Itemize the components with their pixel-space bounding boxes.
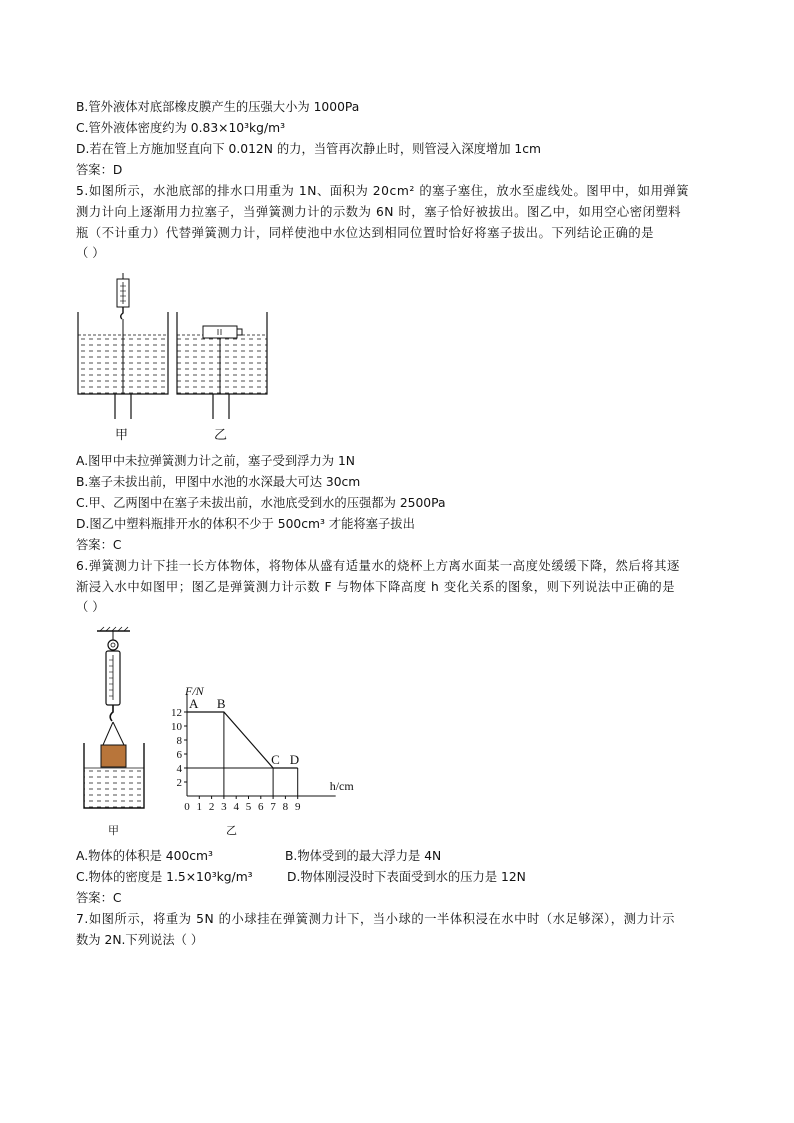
option-c-q4: C.管外液体密度约为 0.83×10³kg/m³: [76, 121, 286, 135]
x-tick-label: 7: [270, 801, 276, 813]
q5-option-b: B.塞子未拔出前，甲图中水池的水深最大可达 30cm: [76, 475, 361, 489]
question-5-line-3: 瓶（不计重力）代替弹簧测力计，同样使池中水位达到相同位置时恰好将塞子拔出。下列结论正确的是: [76, 226, 655, 240]
question-7-line-1: 7.如图所示，将重为 5N 的小球挂在弹簧测力计下，当小球的一半体积浸在水中时（水足够深），测力计示: [76, 912, 675, 926]
fig5-label-jia: 甲: [115, 428, 129, 443]
answer-q4: 答案：D: [76, 163, 123, 177]
q6-option-a: A.物体的体积是 400cm³: [76, 849, 213, 863]
question-6-line-2: 渐浸入水中如图甲；图乙是弹簧测力计示数 F 与物体下降高度 h 变化关系的图象，则下列说法中正确的是: [76, 580, 676, 594]
x-tick-label: 1: [196, 801, 203, 813]
q6-option-c: C.物体的密度是 1.5×10³kg/m³: [76, 870, 253, 884]
x-tick-label: 0: [184, 801, 190, 813]
q5-option-d: D.图乙中塑料瓶排开水的体积不少于 500cm³ 才能将塞子拔出: [76, 517, 415, 531]
question-5-line-2: 测力计向上逐渐用力拉塞子，当弹簧测力计的示数为 6N 时，塞子恰好被拔出。图乙中，如用空心密闭塑料: [76, 205, 682, 219]
x-tick-label: 6: [258, 801, 264, 813]
x-tick-label: 3: [221, 801, 227, 813]
q5-answer: 答案：C: [76, 538, 122, 552]
point-label-b: B: [216, 696, 226, 711]
fig6-label-yi: 乙: [226, 824, 237, 837]
point-label-c: C: [271, 752, 280, 767]
question-5-line-1: 5.如图所示，水池底部的排水口用重为 1N、面积为 20cm² 的塞子塞住，放水至虚线处。图甲中，如用弹簧: [76, 184, 690, 198]
question-7-line-2: 数为 2N.下列说法（ ）: [76, 933, 204, 947]
y-tick-label: 4: [176, 763, 182, 775]
q5-option-a: A.图甲中未拉弹簧测力计之前，塞子受到浮力为 1N: [76, 454, 355, 468]
question-5-line-4: （ ）: [76, 246, 105, 260]
option-d-q4: D.若在管上方施加竖直向下 0.012N 的力，当管再次静止时，则管浸入深度增加 1cm: [76, 142, 541, 156]
question-6-line-3: （ ）: [76, 600, 105, 614]
series-line: [187, 712, 298, 768]
option-b-q4: B.管外液体对底部橡皮膜产生的压强大小为 1000Pa: [76, 100, 360, 114]
y-tick-label: 10: [171, 721, 182, 733]
fig6-label-jia: 甲: [108, 824, 119, 837]
x-tick-label: 2: [208, 801, 215, 813]
y-tick-label: 2: [176, 777, 182, 789]
q6-answer: 答案：C: [76, 891, 122, 905]
y-tick-label: 6: [176, 749, 182, 761]
question-6-line-1: 6.弹簧测力计下挂一长方体物体，将物体从盛有适量水的烧杯上方离水面某一高度处缓缓下降，然后将其逐: [76, 559, 680, 573]
x-tick-label: 4: [233, 801, 239, 813]
point-label-a: A: [189, 696, 199, 711]
fig5-label-yi: 乙: [214, 428, 228, 443]
x-tick-label: 8: [282, 801, 289, 813]
y-tick-label: 8: [176, 735, 182, 747]
x-axis-label: h/cm: [329, 779, 354, 793]
q5-option-c: C.甲、乙两图中在塞子未拔出前，水池底受到水的压强都为 2500Pa: [76, 496, 446, 510]
x-tick-label: 5: [245, 801, 252, 813]
x-tick-label: 9: [294, 801, 301, 813]
y-axis-label: F/N: [185, 684, 204, 698]
y-tick-label: 12: [171, 707, 182, 719]
point-label-d: D: [289, 752, 300, 767]
q6-option-d: D.物体刚浸没时下表面受到水的压力是 12N: [287, 870, 526, 884]
q6-option-b: B.物体受到的最大浮力是 4N: [285, 849, 442, 863]
